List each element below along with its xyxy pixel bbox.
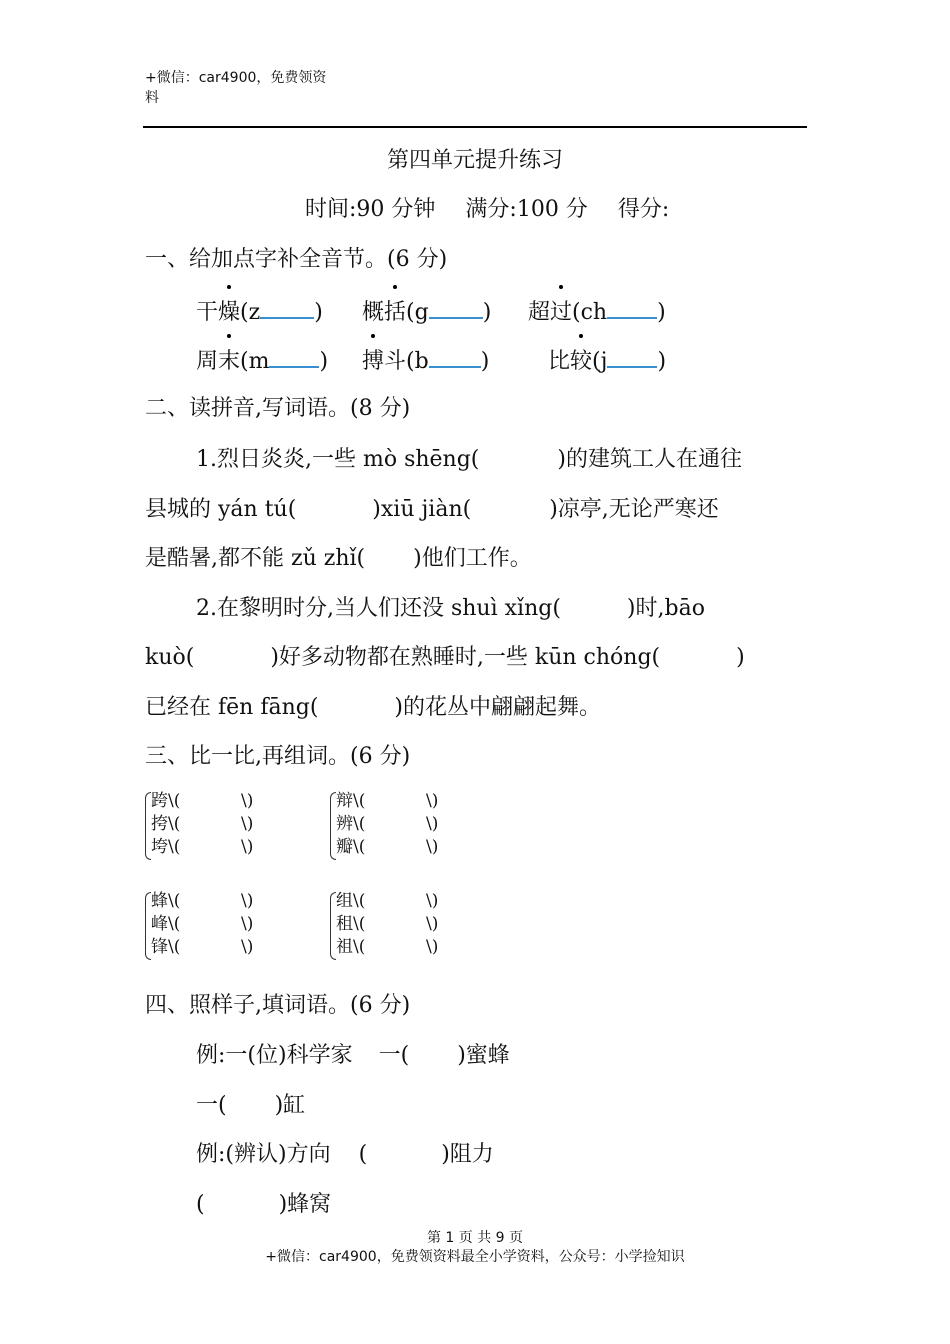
s2-line-5: kuò( )好多动物都在熟睡时,一些 kūn chóng( ) (145, 645, 745, 670)
s3-group-3 (145, 890, 254, 959)
header-note (145, 68, 326, 108)
section-3-heading: 三、比一比,再组词。(6 分) (145, 744, 411, 769)
s2-line-6: 已经在 fēn fāng( )的花丛中翩翩起舞。 (145, 695, 602, 720)
s3-row[interactable]: 峰\( \) (151, 914, 254, 934)
s2-line-3: 是酷暑,都不能 zǔ zhǐ( )他们工作。 (145, 546, 532, 571)
s3-group-2 (330, 790, 439, 859)
answer-blank[interactable] (607, 346, 657, 368)
dotted-char: 末 (218, 344, 240, 375)
s1-item-5: 搏斗(b ) (362, 344, 489, 375)
s1-item-2: 概括(g ) (362, 295, 491, 326)
footer-note: +微信：car4900，免费领资料最全小学资料，公众号：小学捡知识 (265, 1249, 685, 1265)
header-note-line1: +微信：car4900，免费领资 (145, 70, 327, 86)
s3-group-1 (145, 790, 254, 859)
dotted-char: 较 (570, 344, 592, 375)
s3-row[interactable]: 瓣\( \) (336, 837, 439, 857)
section-2-heading: 二、读拼音,写词语。(8 分) (145, 396, 411, 421)
answer-blank[interactable] (260, 297, 314, 319)
s2-line-4: 2.在黎明时分,当人们还没 shuì xǐng( )时,bāo (196, 596, 705, 621)
answer-blank[interactable] (429, 346, 481, 368)
s3-row[interactable]: 辨\( \) (336, 814, 439, 834)
s3-group-4 (330, 890, 439, 959)
page-number: 第 1 页 共 9 页 (426, 1230, 524, 1246)
s3-row[interactable]: 挎\( \) (151, 814, 254, 834)
s3-row[interactable]: 锋\( \) (151, 937, 254, 957)
s1-item-3: 超过(ch ) (528, 295, 666, 326)
section-1-heading: 一、给加点字补全音节。(6 分) (145, 247, 448, 272)
s1-item-4: 周末(m ) (196, 344, 328, 375)
dotted-char: 括 (384, 295, 406, 326)
full-score: 满分:100 分 (465, 197, 588, 222)
s4-line-1: 例:一(位)科学家 一( )蜜蜂 (196, 1043, 510, 1068)
s1-item-1: 干燥(z ) (196, 295, 323, 326)
dotted-char: 搏 (362, 344, 384, 375)
s4-line-3: 例:(辨认)方向 ( )阻力 (196, 1142, 494, 1167)
s3-row[interactable]: 祖\( \) (336, 937, 439, 957)
header-note-line2: 料 (145, 90, 159, 106)
score-label: 得分: (617, 197, 670, 222)
answer-blank[interactable] (429, 297, 483, 319)
header-rule (143, 126, 807, 128)
s4-line-4: ( )蜂窝 (196, 1192, 332, 1217)
s3-row[interactable]: 跨\( \) (151, 791, 254, 811)
s2-line-2: 县城的 yán tú( )xiū jiàn( )凉亭,无论严寒还 (145, 497, 719, 522)
exam-meta (305, 192, 669, 223)
page-title: 第四单元提升练习 (386, 148, 563, 173)
s3-row[interactable]: 蜂\( \) (151, 891, 254, 911)
dotted-char: 燥 (218, 295, 240, 326)
s4-line-2: 一( )缸 (196, 1093, 306, 1118)
s3-row[interactable]: 垮\( \) (151, 837, 254, 857)
s3-row[interactable]: 辩\( \) (336, 791, 439, 811)
answer-blank[interactable] (607, 297, 657, 319)
s2-line-1: 1.烈日炎炎,一些 mò shēng( )的建筑工人在通往 (196, 447, 742, 472)
section-4-heading: 四、照样子,填词语。(6 分) (145, 993, 411, 1018)
s1-item-6: 比较(j ) (548, 344, 666, 375)
answer-blank[interactable] (269, 346, 319, 368)
s3-row[interactable]: 租\( \) (336, 914, 439, 934)
dotted-char: 过 (550, 295, 572, 326)
time-limit: 时间:90 分钟 (305, 197, 436, 222)
s3-row[interactable]: 组\( \) (336, 891, 439, 911)
